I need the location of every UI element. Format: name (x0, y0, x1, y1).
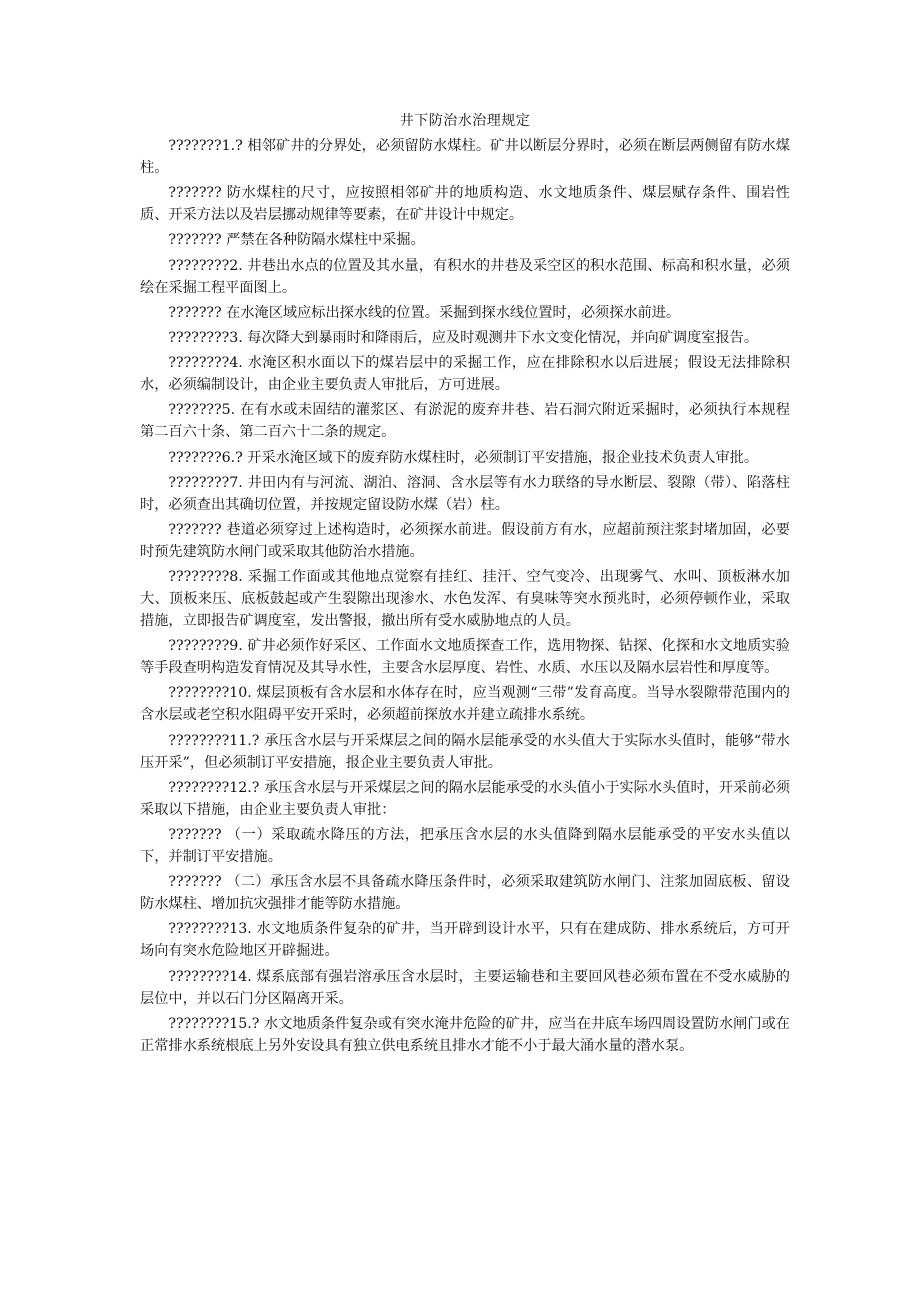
paragraph: ???????5. 在有水或未固结的灌浆区、有淤泥的废弃井巷、岩石洞穴附近采掘时，必须执行本规程第二百六十条、第二百六十二条的规定。 (140, 402, 790, 441)
paragraph: ????????10. 煤层顶板有含水层和水体存在时，应当观测“三带”发育高度。当导水裂隙带范围内的含水层或老空积水阻碍平安开采时，必须超前探放水并建立疏排水系统。 (140, 685, 790, 724)
paragraph: ???????1.? 相邻矿井的分界处，必须留防水煤柱。矿井以断层分界时，必须在断层两侧留有防水煤柱。 (140, 138, 790, 176)
paragraph: ??????? 在水淹区域应标出探水线的位置。采掘到探水线位置时，必须探水前进。 (168, 304, 681, 321)
paragraph: ????????12.? 承压含水层与开采煤层之间的隔水层能承受的水头值小于实际水头值时，开采前必须采取以下措施，由企业主要负责人审批： (140, 779, 790, 818)
paragraph: ????????4. 水淹区积水面以下的煤岩层中的采掘工作，应在排除积水以后进展；假设无法排除积水，必须编制设计，由企业主要负责人审批后，方可进展。 (140, 355, 790, 394)
paragraph: ????????15.? 水文地质条件复杂或有突水淹井危险的矿井，应当在井底车场四周设置防水闸门或在正常排水系统根底上另外安设具有独立供电系统且排水才能不小于最大涌水量的潜水泵。 (140, 1015, 790, 1054)
paragraph: ??????? （一）采取疏水降压的方法，把承压含水层的水头值降到隔水层能承受的平安水头值以下，并制订平安措施。 (140, 827, 790, 865)
paragraph: ????????3. 每次降大到暴雨时和降雨后，应及时观测井下水文变化情况，并向矿调度室报告。 (168, 329, 759, 346)
document-page (140, 110, 790, 1060)
paragraph: ??????? （二）承压含水层不具备疏水降压条件时，必须采取建筑防水闸门、注浆加固底板、留设防水煤柱、增加抗灾强排才能等防水措施。 (140, 874, 790, 913)
paragraph: ???????6.? 开采水淹区域下的废弃防水煤柱时，必须制订平安措施，报企业技术负责人审批。 (168, 449, 759, 466)
paragraph: ????????7. 井田内有与河流、湖泊、溶洞、含水层等有水力联络的导水断层、裂隙（带）、陷落柱时，必须查出其确切位置，并按规定留设防水煤（岩）柱。 (140, 474, 790, 513)
paragraph: ????????14. 煤系底部有强岩溶承压含水层时，主要运输巷和主要回风巷必须布置在不受水威胁的层位中，并以石门分区隔离开采。 (140, 968, 790, 1007)
paragraph: ??????? 严禁在各种防隔水煤柱中采掘。 (168, 232, 425, 249)
paragraph: ????????8. 采掘工作面或其他地点觉察有挂红、挂汗、空气变冷、出现雾气、水叫、顶板淋水加大、顶板来压、底板鼓起或产生裂隙出现渗水、水色发浑、有臭味等突水预兆时，必须停顿作业，采取措施，立即报告矿调度室，发出警报，撤出所有受水威胁地点的人员。 (140, 569, 790, 630)
document-title: 井下防治水治理规定 (399, 113, 531, 129)
paragraph: ????????11.? 承压含水层与开采煤层之间的隔水层能承受的水头值大于实际水头值时，能够“带水压开采”，但必须制订平安措施，报企业主要负责人审批。 (140, 732, 790, 771)
paragraph: ??????? 巷道必须穿过上述构造时，必须探水前进。假设前方有水，应超前预注浆封堵加固，必要时预先建筑防水闸门或采取其他防治水措施。 (140, 521, 790, 560)
paragraph: ??????? 防水煤柱的尺寸，应按照相邻矿井的地质构造、水文地质条件、煤层赋存条件、围岩性质、开采方法以及岩层挪动规律等要素，在矿井设计中规定。 (140, 185, 790, 224)
paragraph: ????????13. 水文地质条件复杂的矿井，当开辟到设计水平，只有在建成防、排水系统后，方可开场向有突水危险地区开辟掘进。 (140, 921, 790, 960)
paragraph: ????????9. 矿井必须作好采区、工作面水文地质探查工作，选用物探、钻探、化探和水文地质实验等手段查明构造发育情况及其导水性，主要含水层厚度、岩性、水质、水压以及隔水层岩性和厚度等。 (140, 638, 790, 677)
paragraph: ????????2. 井巷出水点的位置及其水量，有积水的井巷及采空区的积水范围、标高和积水量，必须绘在采掘工程平面图上。 (140, 257, 790, 296)
